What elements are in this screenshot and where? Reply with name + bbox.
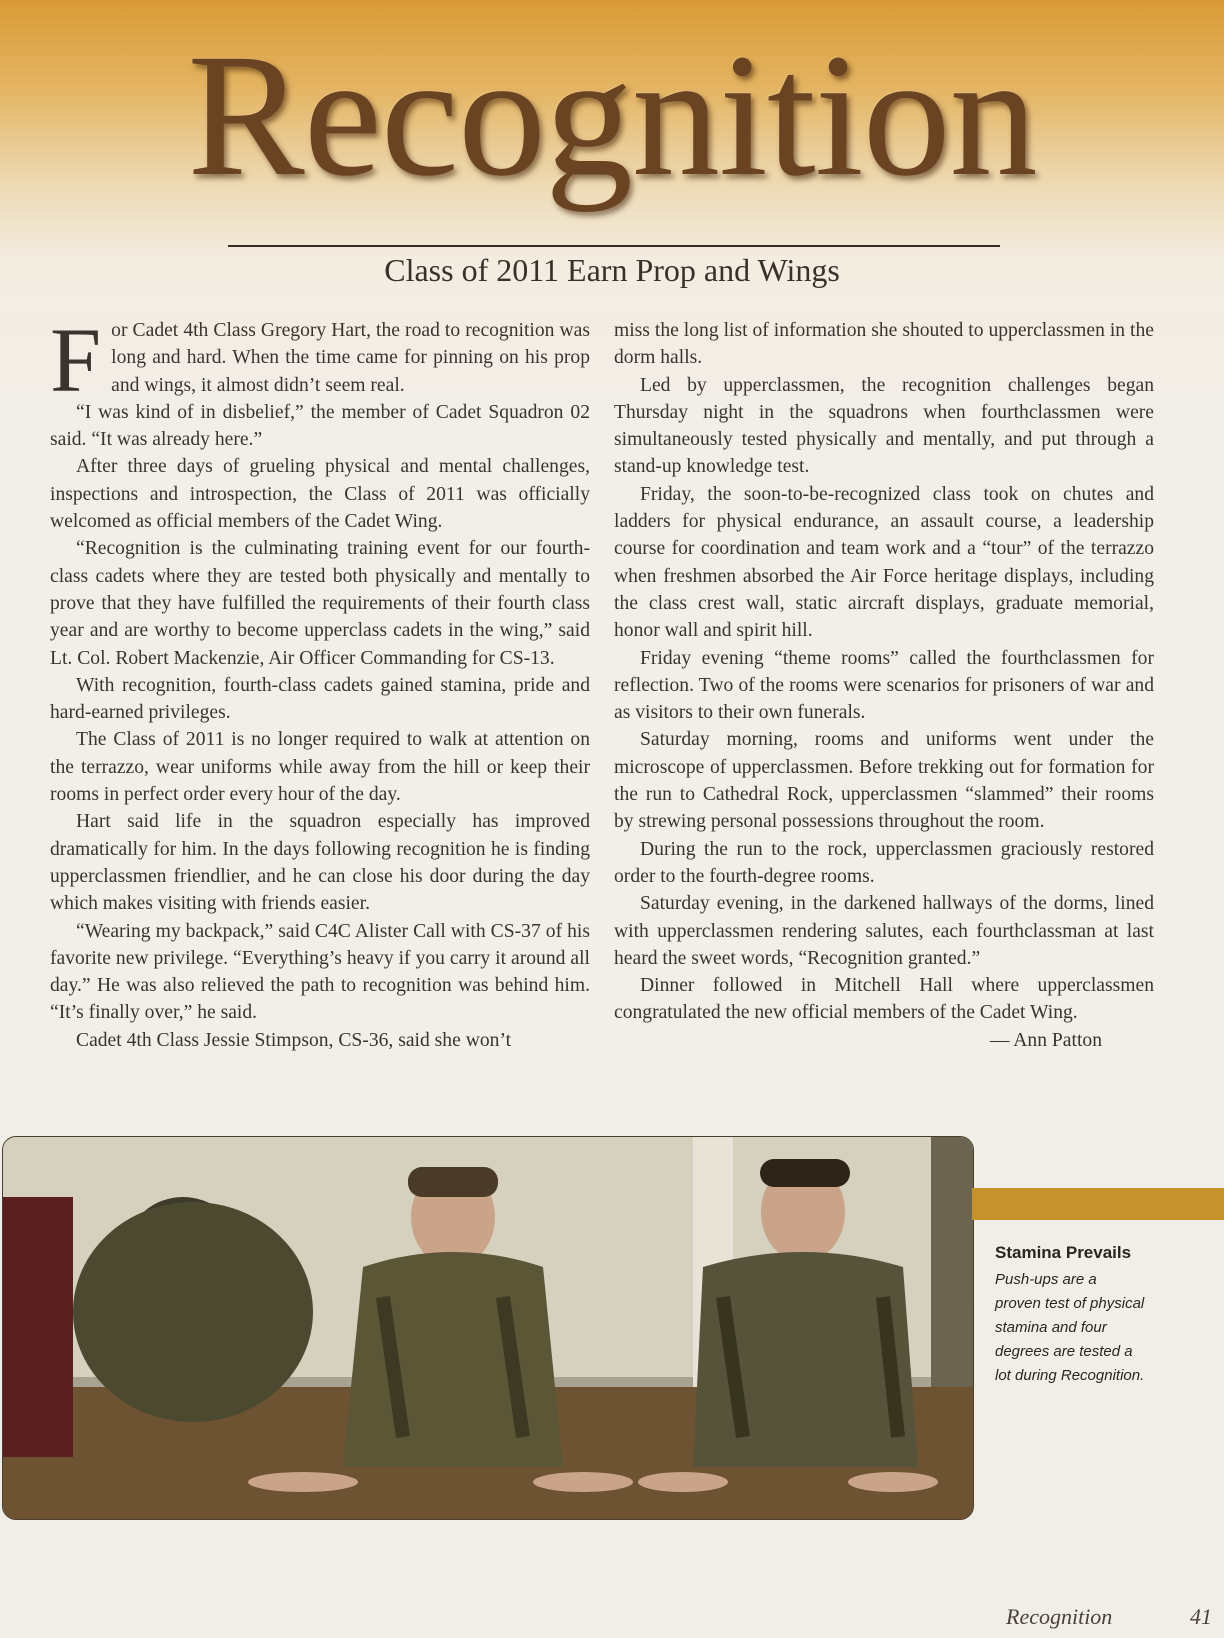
title-divider [228, 245, 1000, 247]
article-paragraph: “Wearing my backpack,” said C4C Alister Call with CS-37 of his favorite new privilege. “Everything’s heavy if you carry it around all day.” He was also relieved the path to recognition was behind him. “It’s finally over,” he said. [50, 920, 590, 1024]
pushups-photo [2, 1136, 974, 1520]
article-paragraph: Friday, the soon-to-be-recognized class took on chutes and ladders for physical endurance, an assault course, a leadership course for coordination and team work and a “tour” of the terrazzo when freshmen absorbed the Air Force heritage displays, including the class crest wall, static aircraft displays, graduate memorial, honor wall and spirit hill. [614, 483, 1154, 642]
page-number: 41 [1190, 1604, 1212, 1629]
page-title: Recognition [187, 18, 1037, 213]
article-paragraph: Friday evening “theme rooms” called the fourthclassmen for reflection. Two of the rooms were scenarios for prisoners of war and as visitors to their own funerals. [614, 647, 1154, 724]
article-paragraph: Saturday evening, in the darkened hallways of the dorms, lined with upperclassmen rendering salutes, each fourthclassman at last heard the sweet words, “Recognition granted.” [614, 893, 1154, 969]
article-paragraph: For Cadet 4th Class Gregory Hart, the road to recognition was long and hard. When the time came for pinning on his prop and wings, it almost didn’t seem real. [50, 309, 590, 411]
article-paragraph: Dinner followed in Mitchell Hall where upperclassmen congratulated the new official members of the Cadet Wing. [614, 975, 1154, 1024]
article-paragraph: “I was kind of in disbelief,” the member of Cadet Squadron 02 said. “It was already here.” [50, 401, 590, 451]
article-paragraph: With recognition, fourth-class cadets gained stamina, pride and hard-earned privileges. [50, 674, 590, 724]
byline: — Ann Patton [989, 1029, 1102, 1051]
article-column-right [614, 317, 1154, 1054]
article-paragraph: Saturday morning, rooms and uniforms went under the microscope of upperclassmen. Before trekking out for formation for the run to Cathedral Rock, upperclassmen “slammed” their rooms by strewing personal possessions throughout the room. [614, 729, 1154, 833]
photo-illustration [3, 1137, 973, 1519]
article-paragraph: The Class of 2011 is no longer required to walk at attention on the terrazzo, wear uniforms while away from the hill or keep their rooms in perfect order every hour of the day. [50, 729, 590, 806]
article-paragraph: Hart said life in the squadron especially has improved dramatically for him. In the days following recognition he is finding upperclassmen friendlier, and he can close his door during the day which makes visiting with friends easier. [50, 811, 590, 915]
footer-section-name: Recognition [1006, 1604, 1113, 1629]
article-paragraph: miss the long list of information she shouted to upperclassmen in the dorm halls. [614, 320, 1154, 369]
page-subtitle: Class of 2011 Earn Prop and Wings [384, 252, 840, 288]
article-paragraph: “Recognition is the culminating training event for our fourth-class cadets where they are tested both physically and mentally to prove that they have fulfilled the requirements of their fourth class year and are worthy to become upperclass cadets in the wing,” said Lt. Col. Robert Mackenzie, Air Officer Commanding for CS-13. [50, 538, 590, 669]
article-column-left [50, 309, 590, 1054]
article-paragraph: During the run to the rock, upperclassmen graciously restored order to the fourth-degree rooms. [614, 838, 1154, 887]
article-paragraph: Cadet 4th Class Jessie Stimpson, CS-36, said she won’t [76, 1029, 512, 1051]
photo-caption-title: Stamina Prevails [995, 1243, 1132, 1262]
caption-accent-bar [972, 1188, 1224, 1220]
photo-caption-body: Push-ups are a proven test of physical stamina and four degrees are tested a lot during Recognition. [995, 1271, 1145, 1384]
article-paragraph: After three days of grueling physical and mental challenges, inspections and introspection, the Class of 2011 was officially welcomed as official members of the Cadet Wing. [50, 456, 590, 533]
article-paragraph: Led by upperclassmen, the recognition challenges began Thursday night in the squadrons when fourthclassmen were simultaneously tested physically and mentally, and put through a stand-up knowledge test. [614, 374, 1154, 478]
drop-cap: F [50, 309, 102, 411]
